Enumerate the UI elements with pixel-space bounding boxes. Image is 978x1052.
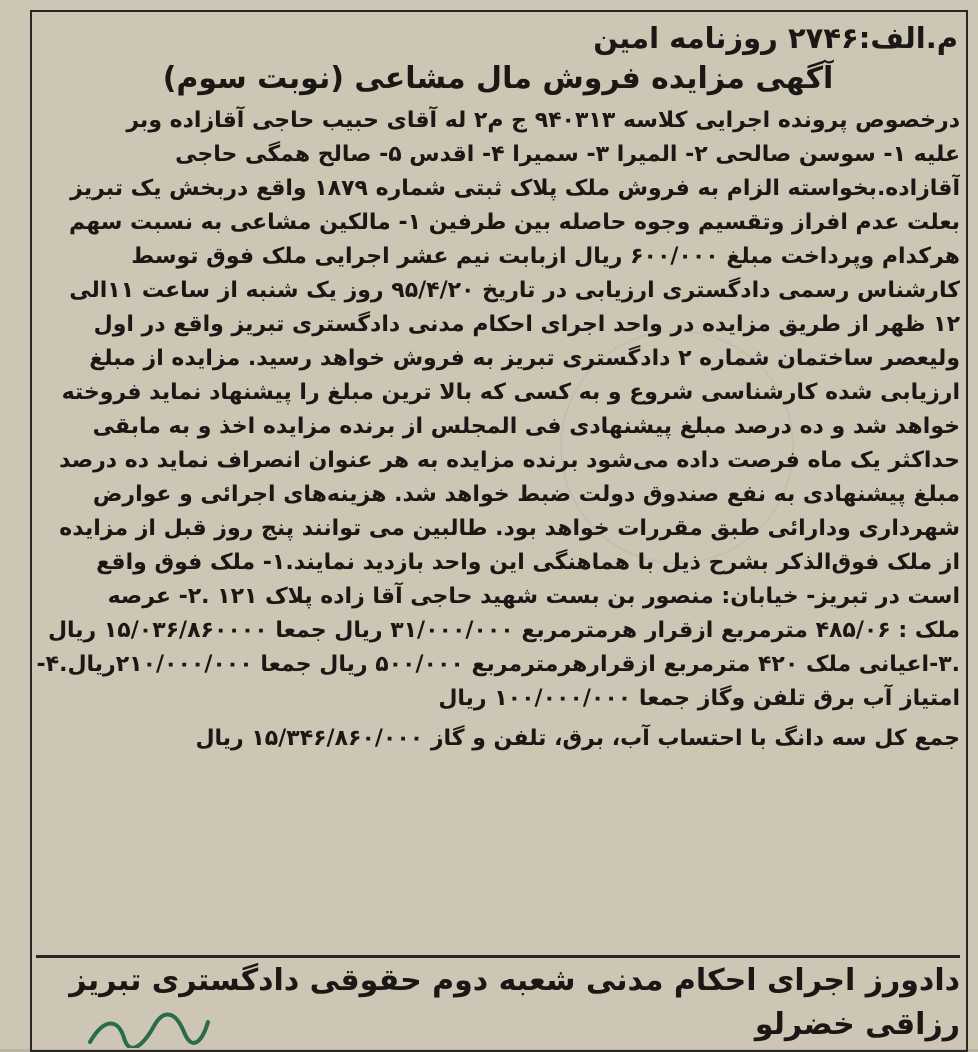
body-line: ۱۲ ظهر از طریق مزایده در واحد اجرای احکام مدنی دادگستری تبریز واقع در اول bbox=[93, 312, 960, 337]
body-line: درخصوص پرونده اجرایی کلاسه ۹۴۰۳۱۳ ج م۲ له آقای حبیب حاجی آقازاده وبر bbox=[126, 108, 960, 133]
body-line: مبلغ پیشنهادی به نفع صندوق دولت ضبط خواهد شد. هزینه‌های اجرائی و عوارض bbox=[92, 482, 960, 507]
handwritten-mark bbox=[84, 1008, 214, 1048]
body-line: ملک : ۴۸۵/۰۶ مترمربع ازقرار هرمترمربع ۳۱/۰۰۰/۰۰۰ ریال جمعا ۱۵/۰۳۶/۸۶۰۰۰۰ ریال bbox=[47, 618, 960, 643]
notice-title: آگهی مزایده فروش مال مشاعی (نوبت سوم) bbox=[162, 61, 834, 96]
signatory-name: رزاقی خضرلو bbox=[754, 1007, 960, 1042]
auction-notice bbox=[36, 18, 960, 762]
body-line: بعلت عدم افراز وتقسیم وجوه حاصله بین طرفین ۱- مالکین مشاعی به نسبت سهم bbox=[68, 210, 960, 235]
body-line: امتیاز آب برق تلفن وگاز جمعا ۱۰۰/۰۰۰/۰۰۰ ریال bbox=[438, 686, 960, 711]
body-line: کارشناس رسمی دادگستری ارزیابی در تاریخ ۹۵/۴/۲۰ روز یک شنبه از ساعت ۱۱الی bbox=[69, 278, 960, 303]
body-line: خواهد شد و ده درصد مبلغ پیشنهادی فی المجلس از برنده مزایده اخذ و به مابقی bbox=[92, 414, 960, 439]
body-line: ارزیابی شده کارشناسی شروع و به کسی که بالا ترین مبلغ را پیشنهاد نماید فروخته bbox=[61, 380, 960, 405]
body-line: هرکدام وپرداخت مبلغ ۶۰۰/۰۰۰ ریال ازبابت نیم عشر اجرایی ملک فوق توسط bbox=[131, 244, 960, 269]
body-line: آقازاده.بخواسته الزام به فروش ملک پلاک ثبتی شماره ۱۸۷۹ واقع دربخش یک تبریز bbox=[70, 176, 960, 201]
body-line: ولیعصر ساختمان شماره ۲ دادگستری تبریز به فروش خواهد رسید. مزایده از مبلغ bbox=[89, 346, 960, 371]
body-line: علیه ۱- سوسن صالحی ۲- المیرا ۳- سمیرا ۴- اقدس ۵- صالح همگی حاجی bbox=[175, 142, 960, 167]
signatory-office: دادورز اجرای احکام مدنی شعبه دوم حقوقی دادگستری تبریز bbox=[69, 963, 960, 998]
body-line: شهرداری ودارائی طبق مقررات خواهد بود. طالبین می توانند پنج روز قبل از مزایده bbox=[59, 516, 960, 541]
notice-body bbox=[36, 104, 960, 716]
grand-total: جمع کل سه دانگ با احتساب آب، برق، تلفن و گاز ۱۵/۳۴۶/۸۶۰/۰۰۰ ریال bbox=[195, 726, 960, 751]
footer-divider bbox=[36, 955, 960, 958]
publication-reference: م.الف:۲۷۴۶ روزنامه امین bbox=[593, 21, 958, 55]
body-line: حداکثر یک ماه فرصت داده می‌شود برنده مزایده به هر عنوان انصراف نماید ده درصد bbox=[59, 448, 960, 473]
body-line: است در تبریز- خیابان: منصور بن بست شهید حاجی آقا زاده پلاک ۱۲۱ .۲- عرصه bbox=[107, 584, 960, 609]
body-line: .۳-اعیانی ملک ۴۲۰ مترمربع ازقرارهرمترمربع ۵۰۰/۰۰۰ ریال جمعا ۲۱۰/۰۰۰/۰۰۰ریال.۴- bbox=[36, 652, 960, 677]
body-line: از ملک فوق‌الذکر بشرح ذیل با هماهنگی این واحد بازدید نمایند.۱- ملک فوق واقع bbox=[96, 550, 960, 575]
